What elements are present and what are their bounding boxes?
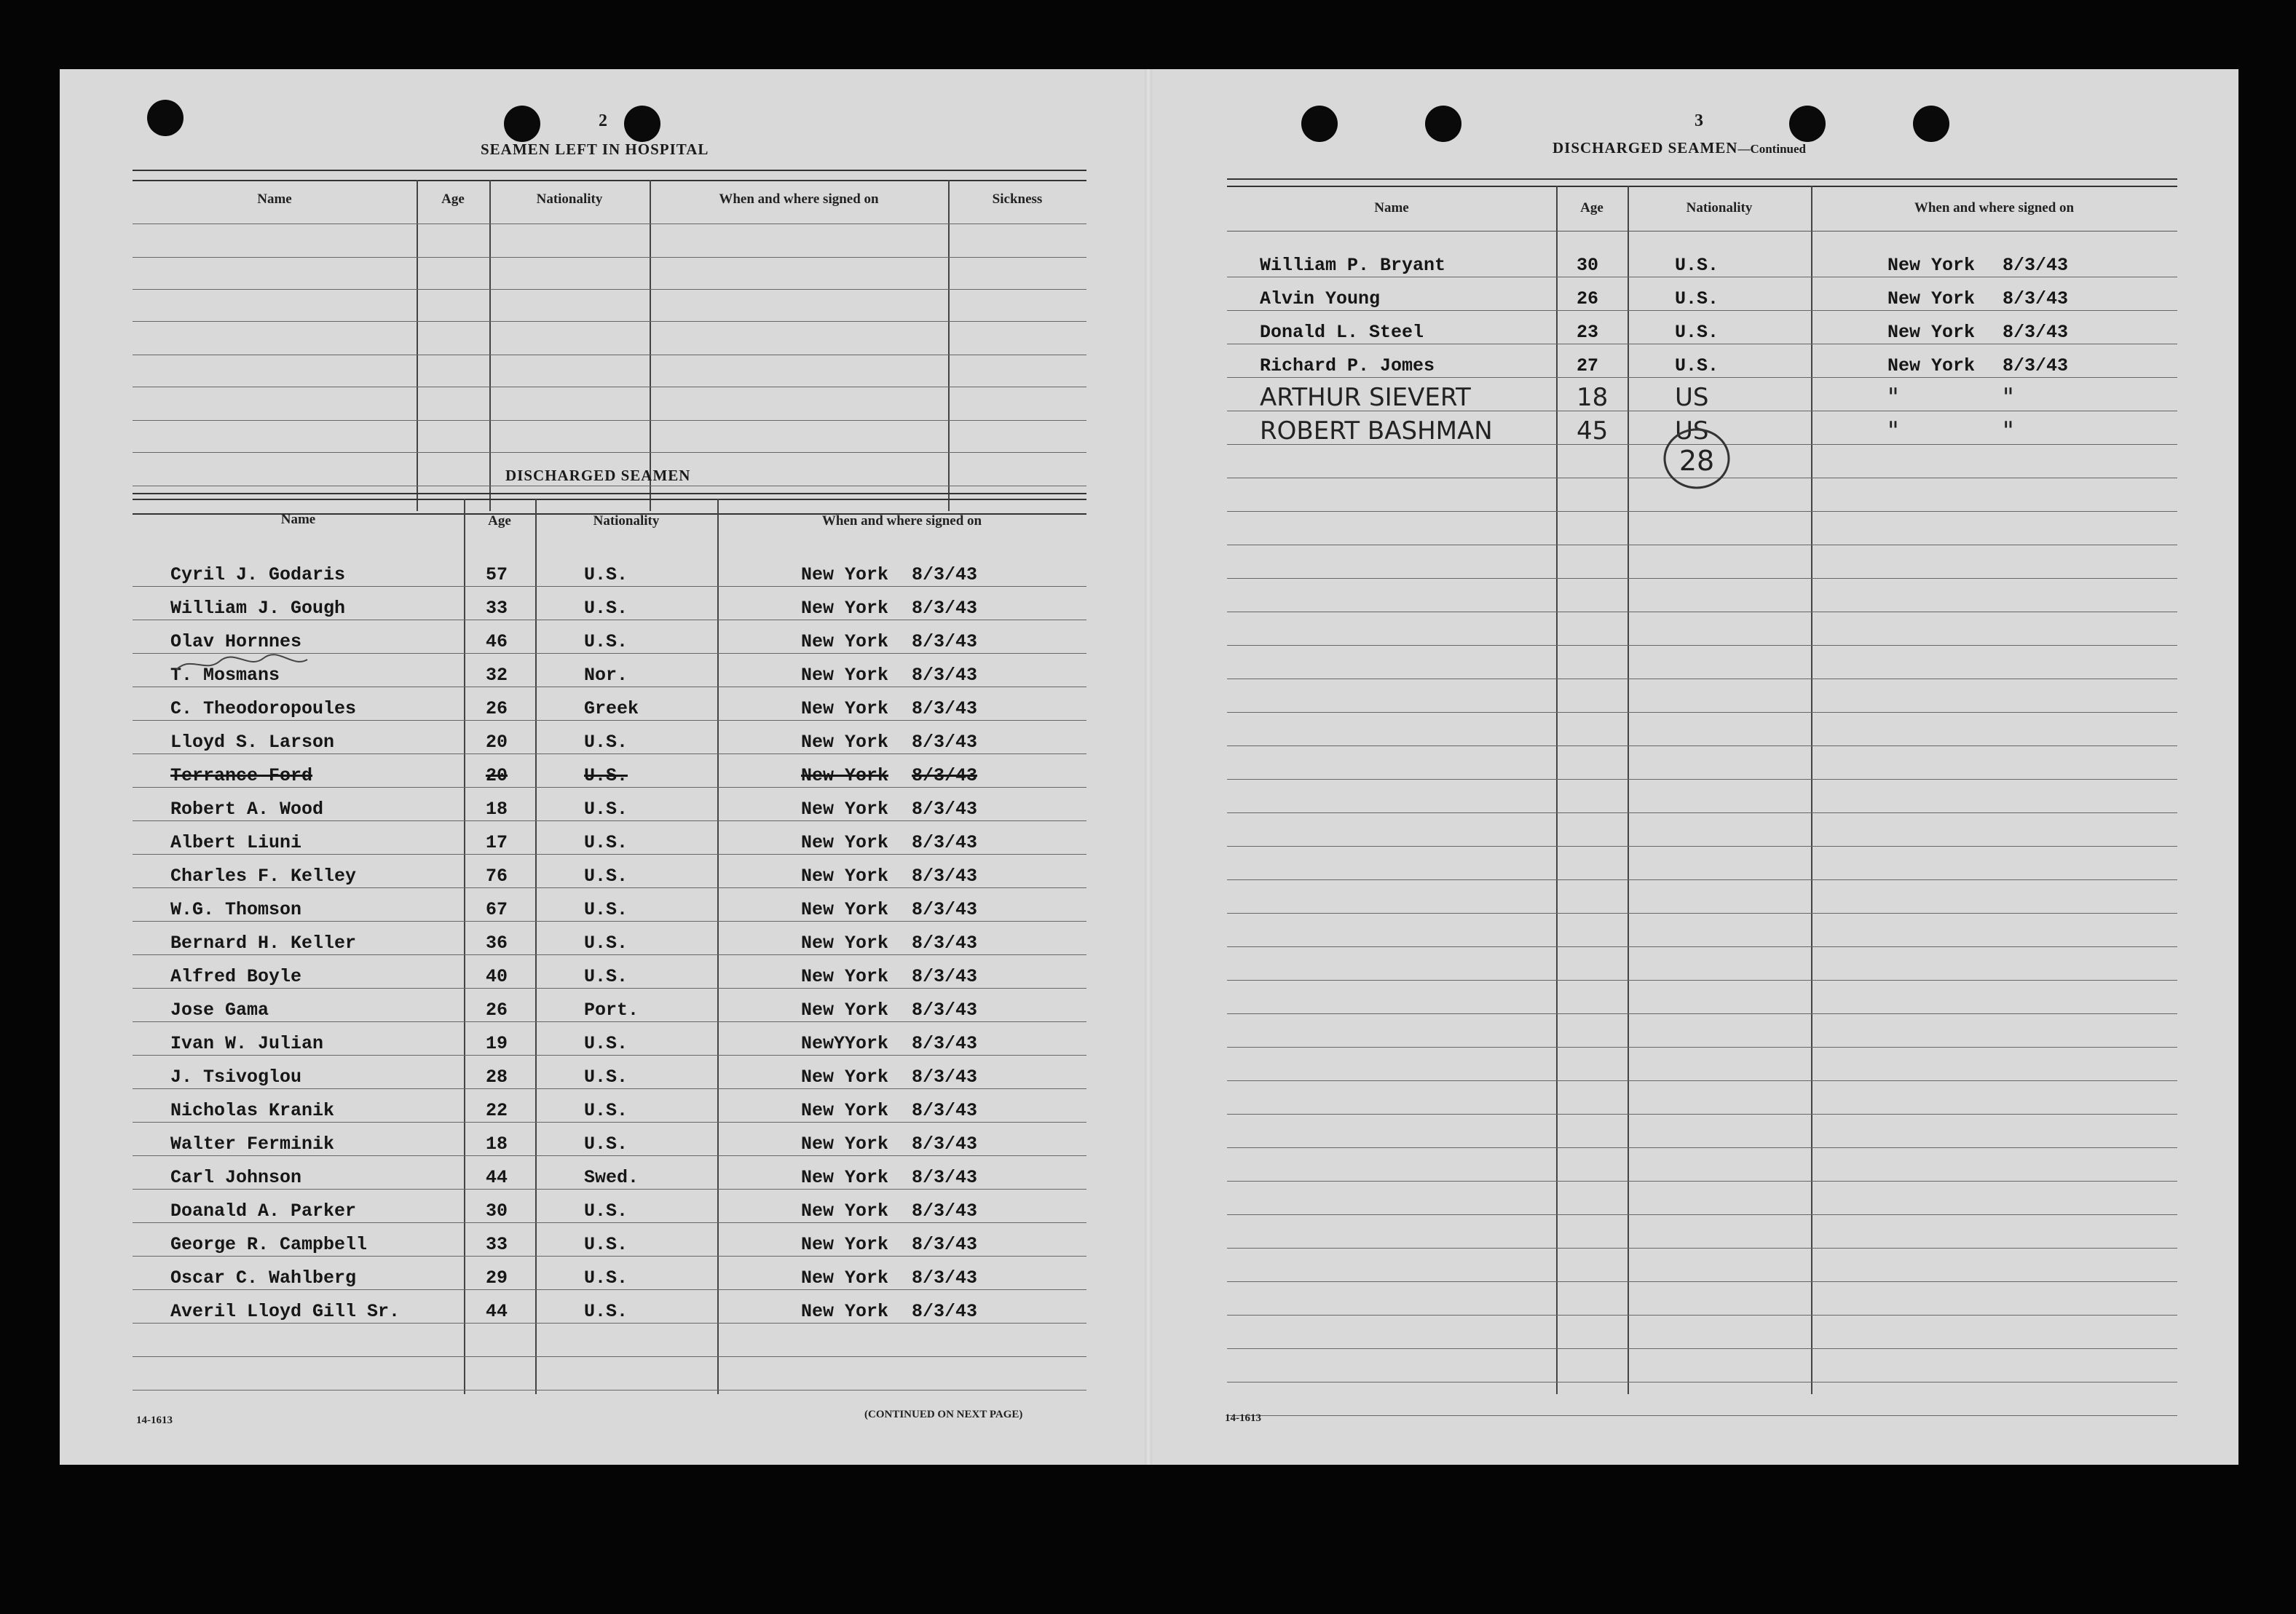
page-number: 3 (1695, 111, 1703, 130)
signed-on-place: New York (801, 933, 889, 954)
seaman-nationality: Nor. (584, 665, 628, 686)
discharged-continued-title: DISCHARGED SEAMEN—Continued (1553, 139, 1806, 157)
seaman-nationality: U.S. (584, 966, 628, 987)
row-line (1227, 846, 2177, 847)
seaman-name: Carl Johnson (170, 1167, 302, 1188)
row-line (133, 787, 1086, 788)
seaman-name: Terrance Ford (170, 765, 313, 786)
row-line (133, 1155, 1086, 1156)
seaman-age: 29 (486, 1267, 508, 1289)
row-line (1227, 913, 2177, 914)
seaman-nationality: Port. (584, 1000, 639, 1021)
seaman-name: Olav Hornnes (170, 631, 302, 652)
signed-on-place: New York (801, 732, 889, 753)
column-header: Name (1374, 200, 1409, 215)
signed-on-place: New York (801, 1234, 889, 1255)
column-header: Name (280, 512, 316, 527)
row-line (1227, 779, 2177, 780)
column-header: When and where signed on (1914, 200, 2075, 215)
seaman-nationality: U.S. (1675, 322, 1719, 343)
signed-on-date: 8/3/43 (912, 832, 978, 853)
row-line (1227, 1114, 2177, 1115)
column-header: Age (1580, 200, 1603, 215)
column-header: Nationality (593, 513, 660, 529)
seaman-nationality: U.S. (584, 1067, 628, 1088)
seaman-nationality: U.S. (584, 598, 628, 619)
signed-on-place: NewYYork (801, 1033, 889, 1054)
seaman-name: William P. Bryant (1260, 255, 1446, 276)
column-header: Sickness (992, 191, 1043, 207)
row-line (133, 1356, 1086, 1357)
seaman-age: 30 (486, 1200, 508, 1222)
row-line (133, 1323, 1086, 1324)
signed-on-place: New York (1887, 288, 1976, 309)
signed-on-place: New York (801, 765, 889, 786)
signed-on-date: 8/3/43 (912, 1100, 978, 1121)
row-line (1227, 1315, 2177, 1316)
seaman-age: 44 (486, 1167, 508, 1188)
left-page (60, 69, 1145, 1465)
row-line (133, 1256, 1086, 1257)
row-line (1227, 1415, 2177, 1416)
row-line (1227, 1281, 2177, 1282)
signed-on-date: 8/3/43 (912, 799, 978, 820)
seaman-nationality: U.S. (584, 765, 628, 786)
signed-on-date: 8/3/43 (2003, 255, 2069, 276)
seaman-nationality: U.S. (584, 1234, 628, 1255)
row-line (1227, 1047, 2177, 1048)
seaman-nationality: U.S. (584, 1100, 628, 1121)
seaman-name: Alvin Young (1260, 288, 1381, 309)
signed-on-date: 8/3/43 (912, 1067, 978, 1088)
signed-on-place: New York (801, 1200, 889, 1222)
seaman-name: Charles F. Kelley (170, 866, 357, 887)
signed-on-place: New York (801, 665, 889, 686)
seaman-name: ARTHUR SIEVERT (1260, 383, 1471, 412)
page-fold (1145, 69, 1152, 1465)
column-header: Age (441, 191, 465, 207)
column-header: Name (257, 191, 292, 207)
seaman-nationality: U.S. (1675, 255, 1719, 276)
signed-on-date: 8/3/43 (912, 1301, 978, 1322)
row-line (1227, 377, 2177, 378)
row-line (1227, 980, 2177, 981)
signed-on-date: 8/3/43 (912, 1134, 978, 1155)
row-line (1227, 511, 2177, 512)
signed-on-place: New York (801, 1134, 889, 1155)
seaman-name: Doanald A. Parker (170, 1200, 357, 1222)
seaman-age: 26 (1577, 288, 1599, 309)
seaman-age: 18 (486, 799, 508, 820)
signed-on-place: " (1887, 416, 1899, 446)
row-line (133, 988, 1086, 989)
seaman-name: Nicholas Kranik (170, 1100, 335, 1121)
seaman-nationality: U.S. (584, 1267, 628, 1289)
row-line (1227, 1080, 2177, 1081)
row-line (1227, 310, 2177, 311)
row-line (1227, 745, 2177, 746)
seaman-name: Richard P. Jomes (1260, 355, 1435, 376)
seaman-name: Donald L. Steel (1260, 322, 1424, 343)
seaman-name: Alfred Boyle (170, 966, 302, 987)
row-line (133, 954, 1086, 955)
signed-on-place: " (1887, 383, 1899, 412)
row-line (133, 1222, 1086, 1223)
seaman-age: 44 (486, 1301, 508, 1322)
column-header: When and where signed on (821, 513, 982, 529)
row-line (1227, 946, 2177, 947)
seaman-nationality: U.S. (584, 933, 628, 954)
seaman-name: ROBERT BASHMAN (1260, 416, 1493, 446)
seaman-name: Oscar C. Wahlberg (170, 1267, 357, 1289)
row-line (133, 1390, 1086, 1391)
row-line (133, 854, 1086, 855)
seaman-age: 27 (1577, 355, 1599, 376)
signed-on-place: New York (1887, 355, 1976, 376)
seaman-nationality: Swed. (584, 1167, 639, 1188)
seaman-age: 76 (486, 866, 508, 887)
row-line (1227, 1214, 2177, 1215)
seaman-name: T. Mosmans (170, 665, 280, 686)
signed-on-place: New York (801, 1067, 889, 1088)
seaman-nationality: US (1675, 416, 1709, 446)
row-line (1227, 1248, 2177, 1249)
page-number: 2 (599, 111, 607, 130)
seaman-age: 26 (486, 698, 508, 719)
row-line (133, 1021, 1086, 1022)
signed-on-place: New York (801, 966, 889, 987)
discharged-section-title: DISCHARGED SEAMEN (505, 467, 691, 484)
seaman-nationality: U.S. (584, 866, 628, 887)
signed-on-date: 8/3/43 (912, 1200, 978, 1222)
right-page (1152, 69, 2238, 1465)
signed-on-date: 8/3/43 (2003, 355, 2069, 376)
circled-note-mark (1662, 422, 1735, 495)
row-line (133, 921, 1086, 922)
signed-on-date: 8/3/43 (912, 765, 978, 786)
seaman-nationality: U.S. (584, 1200, 628, 1222)
handwritten-correction (169, 648, 315, 681)
signed-on-date: 8/3/43 (912, 732, 978, 753)
signed-on-date: 8/3/43 (912, 665, 978, 686)
seaman-nationality: U.S. (584, 631, 628, 652)
signed-on-place: New York (801, 866, 889, 887)
signed-on-place: New York (801, 1100, 889, 1121)
column-header: Nationality (1686, 200, 1753, 215)
row-line (1227, 812, 2177, 813)
signed-on-place: New York (801, 1167, 889, 1188)
seaman-nationality: U.S. (584, 1033, 628, 1054)
seaman-name: Bernard H. Keller (170, 933, 357, 954)
column-header: Age (488, 513, 511, 529)
seaman-name: Jose Gama (170, 1000, 269, 1021)
seaman-name: C. Theodoropoules (170, 698, 357, 719)
seaman-age: 32 (486, 665, 508, 686)
seaman-age: 18 (486, 1134, 508, 1155)
seaman-nationality: U.S. (1675, 288, 1719, 309)
signed-on-place: New York (801, 564, 889, 585)
seaman-age: 23 (1577, 322, 1599, 343)
form-number: 14-1613 (136, 1415, 173, 1426)
seaman-age: 17 (486, 832, 508, 853)
row-line (133, 1289, 1086, 1290)
column-header: When and where signed on (719, 191, 879, 207)
seaman-name: W.G. Thomson (170, 899, 302, 920)
hospital-section-title: SEAMEN LEFT IN HOSPITAL (481, 141, 709, 158)
seaman-name: J. Tsivoglou (170, 1067, 302, 1088)
seaman-name: Cyril J. Godaris (170, 564, 346, 585)
row-line (1227, 879, 2177, 880)
continued-note: (CONTINUED ON NEXT PAGE) (864, 1409, 1023, 1420)
seaman-name: George R. Campbell (170, 1234, 368, 1255)
row-line (133, 1189, 1086, 1190)
row-line (1227, 712, 2177, 713)
signed-on-place: New York (801, 1000, 889, 1021)
signed-on-place: New York (1887, 322, 1976, 343)
seaman-age: 20 (486, 765, 508, 786)
seaman-age: 33 (486, 1234, 508, 1255)
signed-on-date: 8/3/43 (912, 966, 978, 987)
signed-on-date: 8/3/43 (912, 1033, 978, 1054)
signed-on-date: 8/3/43 (912, 1234, 978, 1255)
seaman-name: Robert A. Wood (170, 799, 324, 820)
seaman-age: 20 (486, 732, 508, 753)
signed-on-place: New York (801, 698, 889, 719)
row-line (1227, 1013, 2177, 1014)
signed-on-place: New York (1887, 255, 1976, 276)
seaman-age: 46 (486, 631, 508, 652)
row-line (133, 720, 1086, 721)
signed-on-date: 8/3/43 (912, 899, 978, 920)
row-line (1227, 1147, 2177, 1148)
seaman-name: Walter Ferminik (170, 1134, 335, 1155)
signed-on-place: New York (801, 799, 889, 820)
signed-on-date: 8/3/43 (912, 866, 978, 887)
seaman-age: 28 (486, 1067, 508, 1088)
signed-on-date: 8/3/43 (2003, 288, 2069, 309)
seaman-age: 33 (486, 598, 508, 619)
signed-on-date: 8/3/43 (912, 698, 978, 719)
circled-note: 28 (1678, 445, 1715, 477)
row-line (1227, 1181, 2177, 1182)
signed-on-date: 8/3/43 (912, 933, 978, 954)
seaman-age: 40 (486, 966, 508, 987)
seaman-age: 57 (486, 564, 508, 585)
signed-on-date: 8/3/43 (912, 1167, 978, 1188)
seaman-age: 67 (486, 899, 508, 920)
seaman-age: 36 (486, 933, 508, 954)
seaman-age: 22 (486, 1100, 508, 1121)
seaman-nationality: U.S. (584, 799, 628, 820)
row-line (1227, 645, 2177, 646)
seaman-name: Lloyd S. Larson (170, 732, 335, 753)
row-line (133, 1055, 1086, 1056)
row-line (133, 753, 1086, 754)
row-line (133, 820, 1086, 821)
seaman-nationality: U.S. (584, 564, 628, 585)
row-line (1227, 1348, 2177, 1349)
signed-on-date: 8/3/43 (2003, 322, 2069, 343)
signed-on-place: New York (801, 899, 889, 920)
signed-on-place: New York (801, 1267, 889, 1289)
signed-on-date: 8/3/43 (912, 1267, 978, 1289)
row-line (133, 1122, 1086, 1123)
seaman-age: 30 (1577, 255, 1599, 276)
seaman-nationality: U.S. (584, 1301, 628, 1322)
seaman-nationality: U.S. (1675, 355, 1719, 376)
form-number: 14-1613 (1225, 1412, 1261, 1424)
row-line (133, 1088, 1086, 1089)
seaman-nationality: U.S. (584, 899, 628, 920)
signed-on-date: 8/3/43 (912, 631, 978, 652)
signed-on-date: 8/3/43 (912, 564, 978, 585)
seaman-name: Averil Lloyd Gill Sr. (170, 1301, 401, 1322)
seaman-age: 26 (486, 1000, 508, 1021)
signed-on-date: 8/3/43 (912, 598, 978, 619)
seaman-name: Ivan W. Julian (170, 1033, 324, 1054)
signed-on-place: New York (801, 598, 889, 619)
seaman-name: Albert Liuni (170, 832, 302, 853)
signed-on-place: New York (801, 1301, 889, 1322)
seaman-nationality: U.S. (584, 732, 628, 753)
row-line (133, 586, 1086, 587)
seaman-age: 19 (486, 1033, 508, 1054)
row-line (1227, 578, 2177, 579)
seaman-age: 18 (1577, 383, 1609, 412)
column-header: Nationality (536, 191, 603, 207)
seaman-nationality: US (1675, 383, 1709, 412)
signed-on-date: " (2003, 416, 2014, 446)
seaman-nationality: U.S. (584, 1134, 628, 1155)
seaman-age: 45 (1577, 416, 1609, 446)
seaman-name: William J. Gough (170, 598, 346, 619)
signed-on-place: New York (801, 832, 889, 853)
seaman-nationality: Greek (584, 698, 639, 719)
signed-on-place: New York (801, 631, 889, 652)
signed-on-date: " (2003, 383, 2014, 412)
document-sheet (60, 69, 2238, 1465)
row-line (133, 887, 1086, 888)
signed-on-date: 8/3/43 (912, 1000, 978, 1021)
seaman-nationality: U.S. (584, 832, 628, 853)
